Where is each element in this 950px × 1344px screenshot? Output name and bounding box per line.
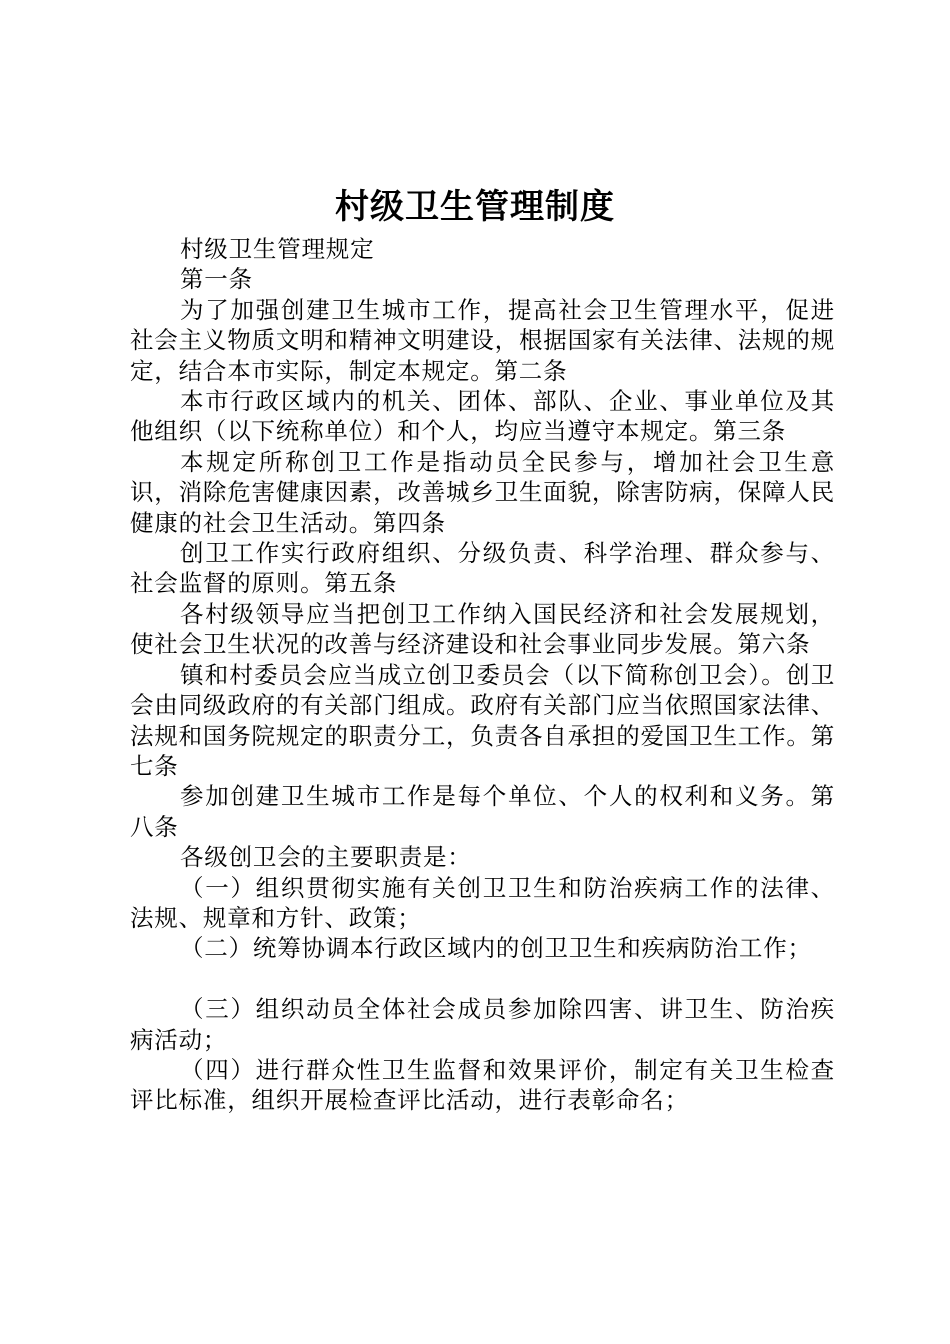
paragraph-duty-2: （二）统筹协调本行政区域内的创卫卫生和疾病防治工作； xyxy=(180,934,812,963)
paragraph-subtitle: 村级卫生管理规定 xyxy=(180,235,375,263)
paragraph-article-3: 本规定所称创卫工作是指动员全民参与，增加社会卫生意识，消除危害健康因素，改善城乡卫生面貌，除害防病，保障人民健康的社会卫生活动。第四条 xyxy=(130,447,835,537)
paragraph-duty-3: （三）组织动员全体社会成员参加除四害、讲卫生、防治疾病活动； xyxy=(130,995,835,1054)
paragraph-article-7: 参加创建卫生城市工作是每个单位、个人的权利和义务。第八条 xyxy=(130,782,835,841)
paragraph-article-5: 各村级领导应当把创卫工作纳入国民经济和社会发展规划，使社会卫生状况的改善与经济建设和社会事业同步发展。第六条 xyxy=(130,599,835,659)
paragraph-article-2: 本市行政区域内的机关、团体、部队、企业、事业单位及其他组织（以下统称单位）和个人，均应当遵守本规定。第三条 xyxy=(130,387,835,446)
paragraph-article-8-intro: 各级创卫会的主要职责是： xyxy=(180,843,472,872)
document-title: 村级卫生管理制度 xyxy=(335,187,615,227)
paragraph-article-6: 镇和村委员会应当成立创卫委员会（以下简称创卫会）。创卫会由同级政府的有关部门组成。政府有关部门应当依照国家法律、法规和国务院规定的职责分工，负责各自承担的爱国卫生工作。第七条 xyxy=(130,660,835,780)
blank-line xyxy=(130,964,835,994)
paragraph-article-1: 为了加强创建卫生城市工作，提高社会卫生管理水平，促进社会主义物质文明和精神文明建设，根据国家有关法律、法规的规定，结合本市实际，制定本规定。第二条 xyxy=(130,295,835,385)
paragraph-duty-1: （一）组织贯彻实施有关创卫卫生和防治疾病工作的法律、法规、规章和方针、政策； xyxy=(130,873,835,932)
paragraph-duty-4: （四）进行群众性卫生监督和效果评价，制定有关卫生检查评比标准，组织开展检查评比活动，进行表彰命名； xyxy=(130,1055,835,1115)
document-body xyxy=(130,234,835,1116)
paragraph-article-1-heading: 第一条 xyxy=(180,265,253,294)
paragraph-article-4: 创卫工作实行政府组织、分级负责、科学治理、群众参与、社会监督的原则。第五条 xyxy=(130,539,835,598)
